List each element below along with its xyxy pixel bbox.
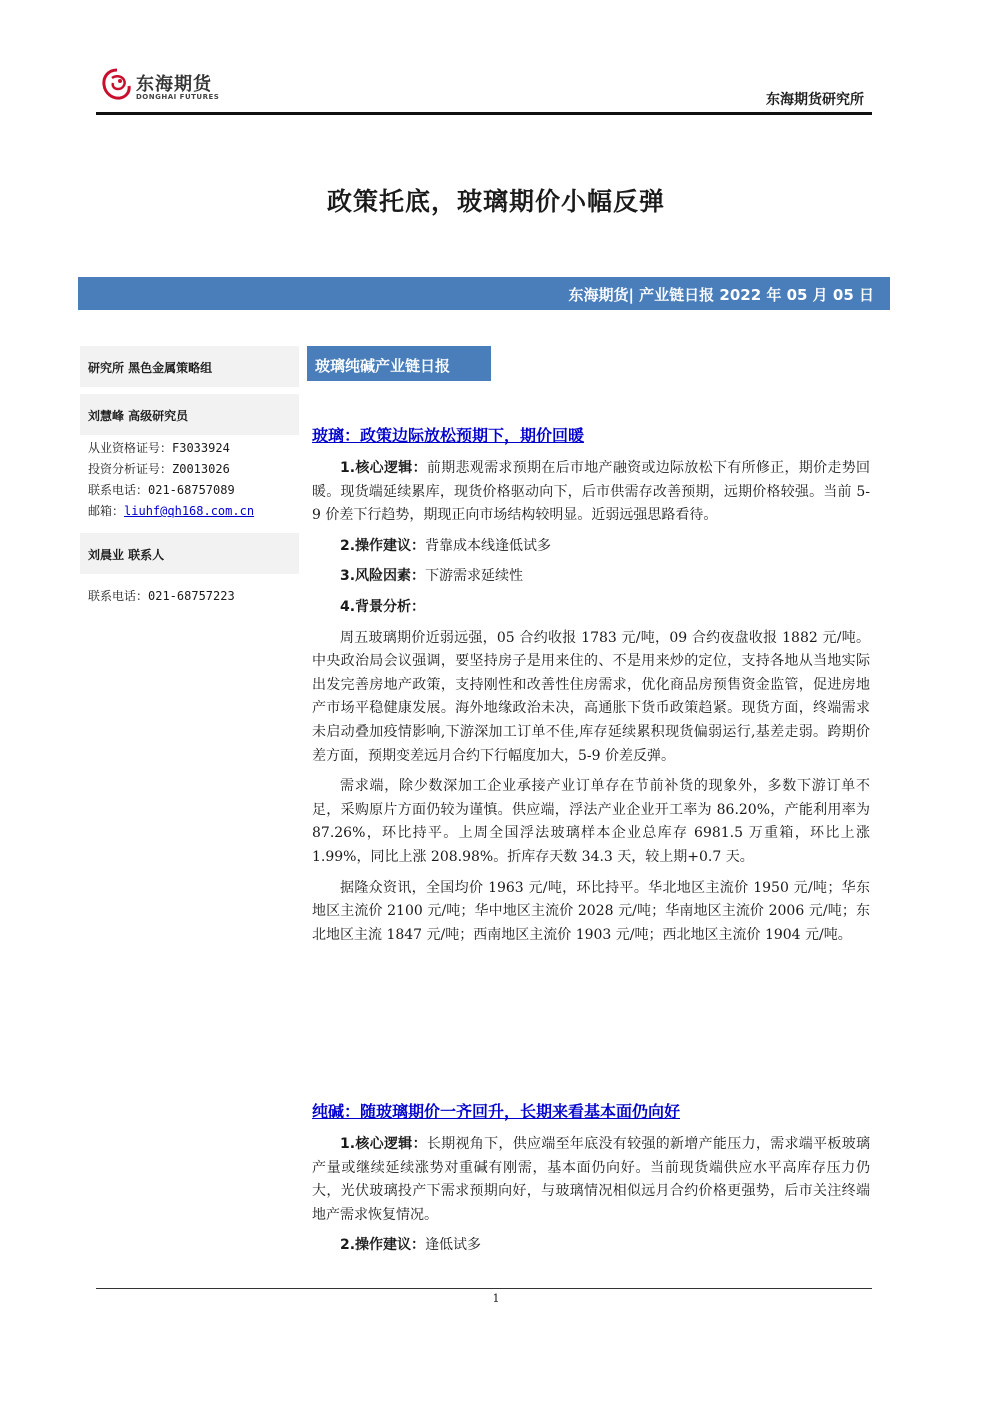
company-logo (98, 66, 228, 106)
glass-op-text: 背靠成本线逢低试多 (425, 537, 552, 554)
report-type-label: 玻璃纯碱产业链日报 (315, 357, 451, 375)
glass-bg-paragraph-1: 周五玻璃期价近弱远强，05 合约收报 1783 元/吨，09 合约夜盘收报 1882 元/吨。中央政治局会议强调，要坚持房子是用来住的、不是用来炒的定位，支持各地从当地实际出发完善房地产政策，支持刚性和改善性住房需求，优化商品房预售资金监管，促进房地产市场平稳健康发展。海外地缘政治未决，高通胀下货币政策趋紧。现货方面，终端需求未启动叠加疫情影响,下游深加工订单不佳,库存延续累积现货偏弱运行,基差走弱。跨期价差方面，预期变差远月合约下行幅度加大，5-9 价差反弹。 (312, 629, 870, 764)
glass-op-label: 2.操作建议： (340, 537, 426, 554)
logo-english-name: DONGHAI FUTURES (136, 93, 220, 101)
glass-risk (312, 565, 870, 589)
soda-logic-text: 长期视角下，供应端至年底没有较强的新增产能压力，需求端平板玻璃产量或继续延续涨势对重碱有刚需，基本面仍向好。当前现货端供应水平高库存压力仍大，光伏玻璃投产下需求预期向好，与玻璃情况相似远月合约价格更强势，后市关注终端地产需求恢复情况。 (312, 1136, 871, 1223)
report-banner (78, 277, 890, 310)
header-institute: 东海期货研究所 (766, 92, 864, 108)
glass-section (312, 423, 870, 947)
page-number: 1 (492, 1292, 500, 1305)
soda-logic-label: 1.核心逻辑： (340, 1136, 427, 1152)
analyst1-invest-cert: 投资分析证号：Z0013026 (88, 462, 230, 476)
glass-background (312, 596, 870, 620)
report-title: 政策托底，玻璃期价小幅反弹 (326, 187, 665, 216)
analyst1-cert: 从业资格证号：F3033924 (88, 441, 230, 455)
soda-operation (312, 1234, 870, 1258)
glass-heading[interactable]: 玻璃：政策边际放松预期下，期价回暖 (312, 426, 585, 445)
glass-logic-label: 1.核心逻辑： (340, 460, 427, 476)
glass-logic (312, 457, 870, 528)
dept-label: 研究所 黑色金属策略组 (88, 361, 213, 375)
report-type-tag (307, 346, 491, 381)
header-divider (96, 112, 872, 115)
glass-risk-text: 下游需求延续性 (425, 568, 524, 585)
analyst2-box (80, 533, 299, 574)
soda-section (312, 1099, 870, 1258)
analyst2-title: 刘晨业 联系人 (88, 548, 165, 562)
soda-op-text: 逢低试多 (425, 1237, 482, 1254)
banner-text: 东海期货| 产业链日报 2022 年 05 月 05 日 (568, 286, 874, 304)
dragon-logo-icon (98, 66, 136, 104)
soda-op-label: 2.操作建议： (340, 1237, 426, 1254)
analyst1-title: 刘慧峰 高级研究员 (88, 409, 189, 423)
analyst1-box (80, 394, 299, 435)
glass-bg-label: 4.背景分析： (340, 598, 426, 615)
glass-operation (312, 535, 870, 559)
glass-bg-paragraph-3: 据隆众资讯，全国均价 1963 元/吨，环比持平。华北地区主流价 1950 元/吨；华东地区主流价 2100 元/吨；华中地区主流价 2028 元/吨；华南地区主流价 2006 元/吨；东北地区主流 1847 元/吨；西南地区主流价 1903 元/吨；西北地区主流价 1904 元/吨。 (312, 879, 870, 943)
author-sidebar (80, 346, 299, 607)
glass-bg-paragraph-2: 需求端，除少数深加工企业承接产业订单存在节前补货的现象外，多数下游订单不足，采购原片方面仍较为谨慎。供应端，浮法产业企业开工率为 86.20%，产能利用率为 87.26%，环比持平。上周全国浮法玻璃样本企业总库存 6981.5 万重箱，环比上涨 1.99%，同比上涨 208.98%。折库存天数 34.3 天，较上期+0.7 天。 (312, 778, 870, 865)
glass-logic-text: 前期悲观需求预期在后市地产融资或边际放松下有所修正，期价走势回暖。现货端延续累库，现货价格驱动向下，后市供需存改善预期，远期价格较强。当前 5-9 价差下行趋势，期现正向市场结构较明显。近弱远强思路看待。 (312, 460, 871, 524)
analyst1-email-row (80, 501, 299, 522)
email-link[interactable]: liuhf@qh168.com.cn (124, 504, 255, 518)
glass-risk-label: 3.风险因素： (340, 568, 426, 585)
footer-divider (96, 1288, 872, 1289)
logo-chinese-name: 东海期货 (136, 74, 212, 95)
analyst2-phone: 联系电话：021-68757223 (88, 589, 235, 603)
soda-logic (312, 1133, 870, 1227)
soda-heading[interactable]: 纯碱：随玻璃期价一齐回升，长期来看基本面仍向好 (312, 1102, 681, 1121)
analyst1-phone: 联系电话：021-68757089 (88, 483, 235, 497)
email-label: 邮箱： (88, 504, 125, 518)
dept-box (80, 346, 299, 387)
